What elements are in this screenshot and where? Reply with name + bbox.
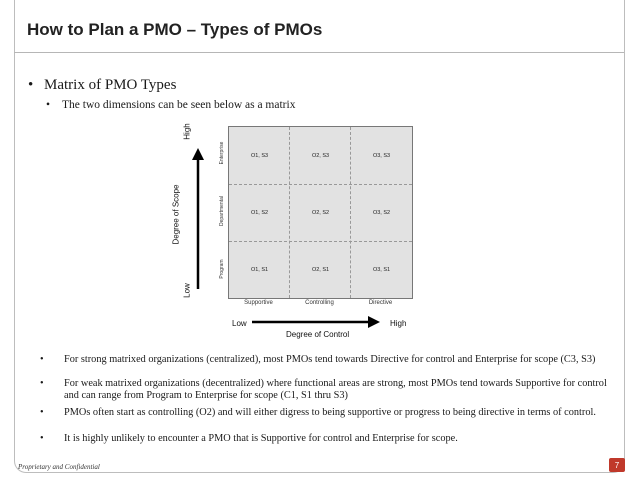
- y-axis-low-label: Low: [182, 283, 192, 298]
- title-divider: [14, 52, 624, 53]
- matrix-cell: O1, S3: [250, 152, 269, 159]
- matrix-cell: O1, S2: [250, 209, 269, 216]
- row-label-departmental: Departmental: [219, 196, 225, 227]
- footer-confidential: Proprietary and Confidential: [18, 463, 100, 471]
- matrix-cell: O3, S3: [372, 152, 391, 159]
- x-axis-title: Degree of Control: [286, 330, 350, 339]
- list-item-text: PMOs often start as controlling (O2) and will either digress to being supportive or progress to being directive in terms of control.: [64, 407, 596, 418]
- matrix-cell: O2, S2: [311, 209, 330, 216]
- bullet-marker: •: [46, 99, 51, 111]
- list-item-text: For weak matrixed organizations (decentralized) where functional areas are strong, most PMOs tend towards Supportive for control and can range from Program to Enterprise for scope (C1, S1 thru S3): [64, 378, 607, 401]
- column-label-controlling: Controlling: [305, 300, 334, 306]
- x-axis-low-label: Low: [232, 319, 247, 328]
- bullet-marker: •: [28, 77, 34, 93]
- row-label-program: Program: [219, 259, 225, 279]
- matrix-cell: O3, S1: [372, 266, 391, 273]
- bullet-marker: •: [40, 433, 44, 444]
- bullet-marker: •: [40, 407, 44, 418]
- slide-title: How to Plan a PMO – Types of PMOs: [27, 20, 323, 39]
- matrix-cell: O1, S1: [250, 266, 269, 273]
- page-number-badge: 7: [609, 458, 625, 472]
- bullet-marker: •: [40, 354, 44, 365]
- sub-bullet: [46, 99, 295, 111]
- y-axis-high-label: High: [182, 123, 192, 140]
- main-bullet-text: Matrix of PMO Types: [44, 77, 177, 93]
- pmo-matrix: [228, 126, 413, 299]
- list-item-text: For strong matrixed organizations (centralized), most PMOs tend towards Directive for control and Enterprise for scope (C3, S3): [64, 354, 596, 365]
- matrix-cell: O2, S1: [311, 266, 330, 273]
- matrix-cell: O3, S2: [372, 209, 391, 216]
- matrix-cell: O2, S3: [311, 152, 330, 159]
- list-item-text: It is highly unlikely to encounter a PMO that is Supportive for control and Enterprise for scope.: [64, 433, 458, 444]
- x-axis-high-label: High: [390, 319, 407, 328]
- y-axis-arrow: [192, 148, 204, 290]
- x-axis-arrow: [252, 316, 380, 328]
- bullet-marker: •: [40, 378, 44, 389]
- y-axis-title: Degree of Scope: [171, 184, 181, 245]
- column-label-directive: Directive: [368, 300, 393, 306]
- row-label-enterprise: Enterprise: [219, 141, 225, 165]
- column-label-supportive: Supportive: [244, 300, 273, 306]
- sub-bullet-text: The two dimensions can be seen below as a matrix: [62, 99, 296, 111]
